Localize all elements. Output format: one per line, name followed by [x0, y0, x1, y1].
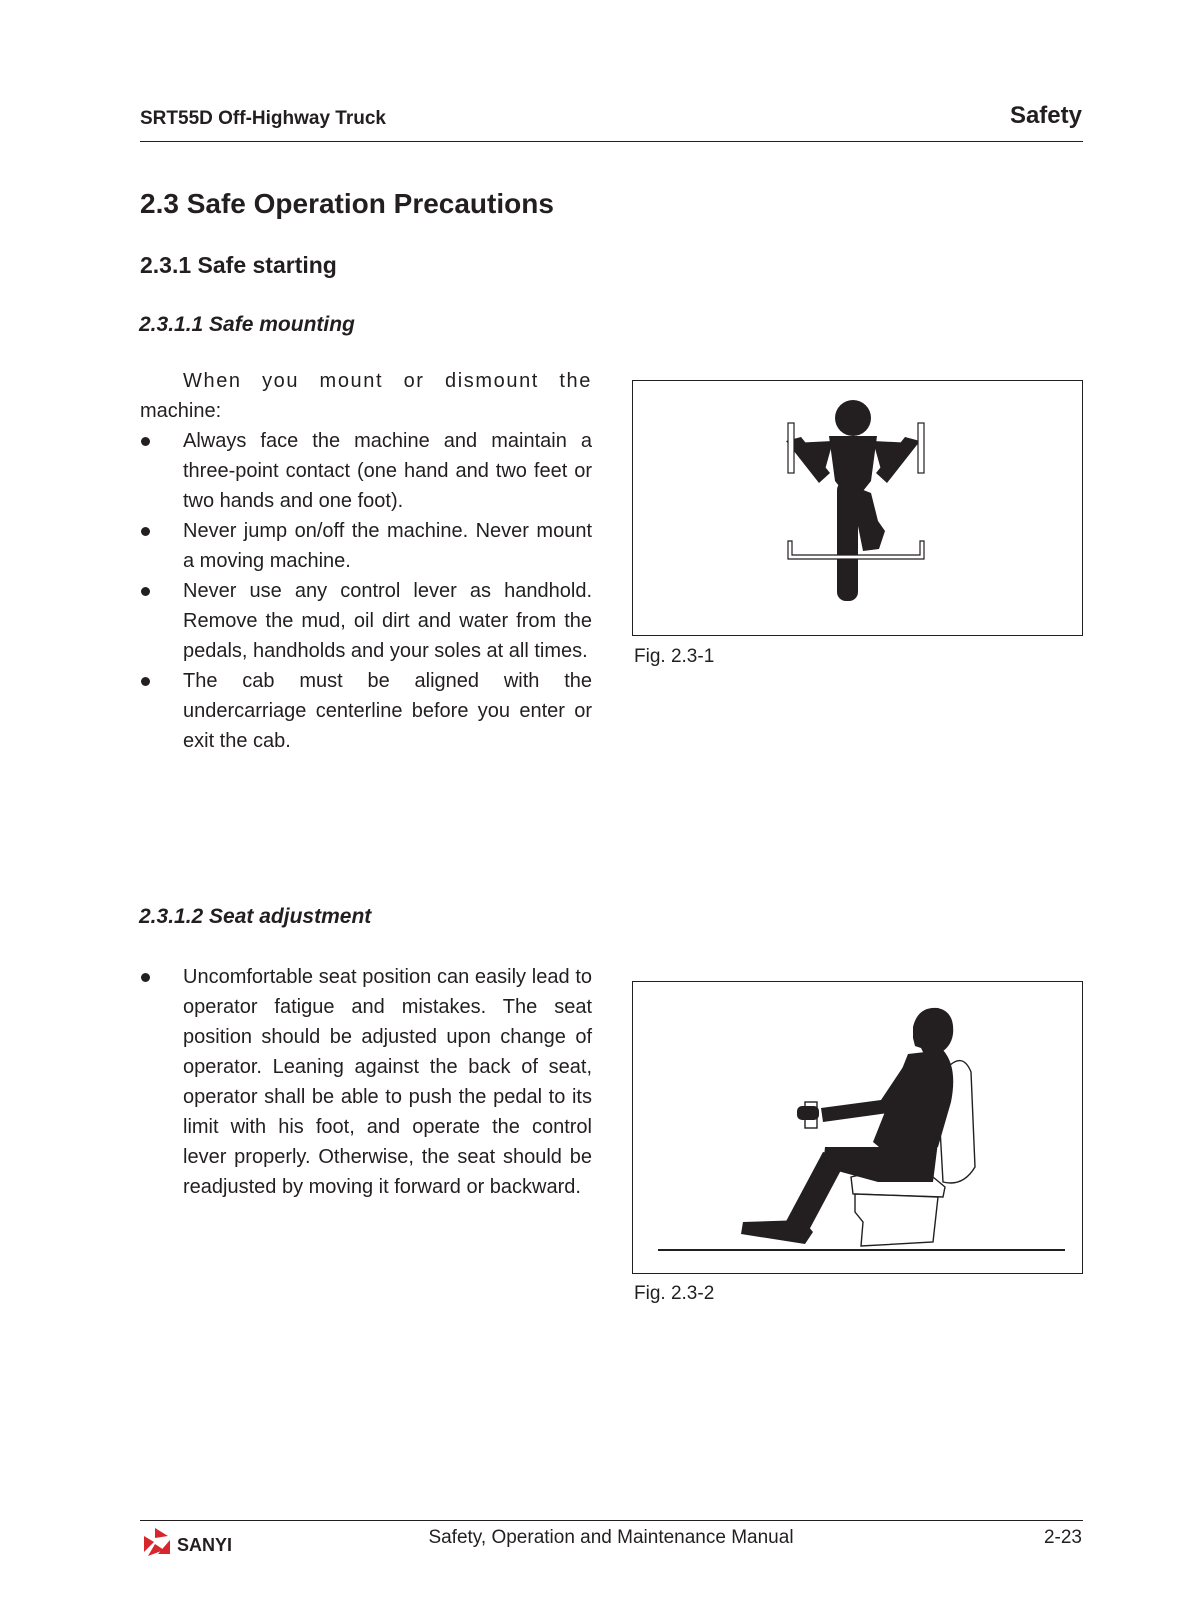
list-item: [140, 426, 592, 516]
page-number: 2-23: [1043, 1527, 1082, 1548]
intro-text-continued: machine:: [140, 400, 222, 422]
figure-caption: Fig. 2.3-2: [634, 1283, 715, 1304]
list-item: [140, 962, 592, 1202]
document-title: SRT55D Off-Highway Truck: [140, 108, 386, 129]
seat-adjustment-list: [140, 962, 592, 1202]
subsection-heading: 2.3.1 Safe starting: [140, 252, 337, 278]
bullet-icon: [141, 437, 150, 446]
list-item-text: Never jump on/off the machine. Never mount a moving machine.: [183, 520, 592, 572]
brand-name: SANYI: [177, 1535, 233, 1555]
bullet-icon: [141, 527, 150, 536]
safe-mounting-list: [140, 426, 592, 756]
list-item-text: The cab must be aligned with the undercarriage centerline before you enter or exit the cab.: [183, 670, 592, 752]
header-divider: [140, 141, 1083, 142]
safe-mounting-body: [140, 366, 592, 756]
list-item: [140, 516, 592, 576]
figure-safe-mounting: [632, 380, 1083, 636]
list-item-text: Always face the machine and maintain a three-point contact (one hand and two feet or two hands and one foot).: [183, 430, 592, 512]
section-name: Safety: [1009, 102, 1082, 129]
figure-caption: Fig. 2.3-1: [634, 646, 715, 667]
bullet-icon: [141, 677, 150, 686]
list-item: [140, 576, 592, 666]
list-item-text: Uncomfortable seat position can easily lead to operator fatigue and mistakes. The seat position should be adjusted upon change of operator. Leaning against the back of seat, operator shall be able to push the pedal to its limit with his foot, and operate the control lever properly. Otherwise, the seat should be readjusted by moving it forward or backward.: [183, 966, 592, 1198]
section-heading: 2.3 Safe Operation Precautions: [140, 188, 554, 219]
seat-adjustment-heading: 2.3.1.2 Seat adjustment: [139, 905, 372, 928]
bullet-icon: [141, 973, 150, 982]
intro-text: When you mount or dismount the: [183, 370, 592, 392]
seat-adjustment-body: [140, 962, 592, 1202]
list-item-text: Never use any control lever as handhold. Remove the mud, oil dirt and water from the pedals, handholds and your soles at all times.: [183, 580, 592, 662]
bullet-icon: [141, 587, 150, 596]
figure-seat-adjustment: [632, 981, 1083, 1274]
manual-title: Safety, Operation and Maintenance Manual: [428, 1527, 794, 1548]
footer-divider: [140, 1520, 1083, 1521]
climbing-person-illustration: [633, 381, 1082, 635]
list-item: [140, 666, 592, 756]
safe-mounting-heading: 2.3.1.1 Safe mounting: [139, 313, 355, 336]
seated-operator-illustration: [633, 982, 1082, 1273]
